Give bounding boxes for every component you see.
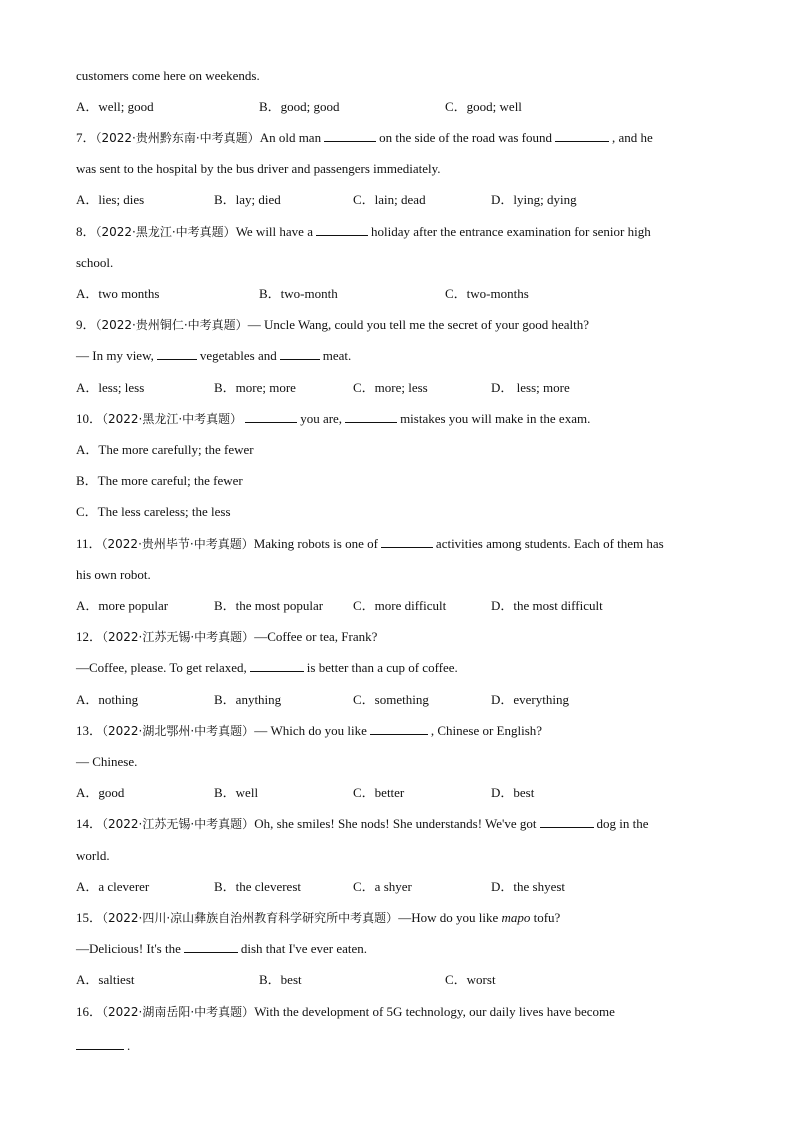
q15-blank[interactable]	[184, 941, 238, 953]
q12-option-d[interactable]: D．everything	[491, 692, 569, 707]
q14-option-a[interactable]: A．a cleverer	[76, 879, 150, 894]
q7-options	[76, 192, 734, 208]
q11-options	[76, 598, 734, 614]
q7-stem-line2: was sent to the hospital by the bus driver and passengers immediately.	[76, 161, 441, 176]
q16-stem: 16．（2022·湖南岳阳·中考真题）With the development of 5G technology, our daily lives have become	[76, 1004, 615, 1019]
q10-option-a[interactable]: A．The more carefully; the fewer	[76, 442, 254, 457]
q14-option-b[interactable]: B．the cleverest	[214, 879, 301, 894]
q8-number: 8．	[76, 224, 96, 239]
q9-blank-2[interactable]	[280, 348, 320, 360]
q8-option-b[interactable]: B．two-month	[259, 286, 338, 301]
q16-stem-line2: .	[76, 1038, 734, 1054]
q11-option-d[interactable]: D．the most difficult	[491, 598, 603, 613]
q8-option-c[interactable]: C．two-months	[445, 286, 529, 301]
q13-source: （2022·湖北鄂州·中考真题）	[102, 724, 255, 738]
q15-option-b[interactable]: B．best	[259, 972, 302, 987]
q15-source: （2022·四川·凉山彝族自治州教育科学研究所中考真题）	[102, 911, 399, 925]
q7-option-c[interactable]: C．lain; dead	[353, 192, 426, 207]
q14-source: （2022·江苏无锡·中考真题）	[102, 817, 255, 831]
q12-options	[76, 692, 734, 708]
q12-number: 12．	[76, 629, 103, 644]
q9-option-b[interactable]: B．more; more	[214, 380, 296, 395]
q8-options	[76, 286, 734, 302]
q11-source: （2022·贵州毕节·中考真题）	[101, 537, 254, 551]
q13-option-c[interactable]: C．better	[353, 785, 405, 800]
q7-option-a[interactable]: A．lies; dies	[76, 192, 145, 207]
q8-source: （2022·黑龙江·中考真题）	[95, 225, 236, 239]
q16-source: （2022·湖南岳阳·中考真题）	[102, 1005, 255, 1019]
q13-stem-line2: — Chinese.	[76, 754, 138, 769]
q7-option-d[interactable]: D．lying; dying	[491, 192, 577, 207]
q7-stem: 7．（2022·贵州黔东南·中考真题）An old man on the side of the road was found , and he	[76, 130, 653, 145]
q12-source: （2022·江苏无锡·中考真题）	[102, 630, 255, 644]
q10-blank-2[interactable]	[345, 411, 397, 423]
q9-source: （2022·贵州铜仁·中考真题）	[95, 318, 248, 332]
q11-stem-line2: his own robot.	[76, 567, 151, 582]
q13-blank[interactable]	[370, 723, 428, 735]
q16-number: 16．	[76, 1004, 103, 1019]
q15-stem: 15．（2022·四川·凉山彝族自治州教育科学研究所中考真题）—How do you like mapo tofu?	[76, 910, 561, 925]
q11-blank[interactable]	[381, 536, 433, 548]
q9-options	[76, 380, 734, 396]
q12-blank[interactable]	[250, 660, 304, 672]
q7-option-b[interactable]: B．lay; died	[214, 192, 281, 207]
q7-number: 7．	[76, 130, 96, 145]
q6-options	[76, 99, 734, 115]
q11-option-a[interactable]: A．more popular	[76, 598, 169, 613]
q12-option-c[interactable]: C．something	[353, 692, 429, 707]
q15-option-c[interactable]: C．worst	[445, 972, 496, 987]
q7-blank-1[interactable]	[324, 130, 376, 142]
q11-stem: 11．（2022·贵州毕节·中考真题）Making robots is one of activities among students. Each of them has	[76, 536, 664, 551]
q15-italic-term: mapo	[501, 910, 531, 925]
q10-option-c[interactable]: C．The less careless; the less	[76, 504, 231, 519]
q15-number: 15．	[76, 910, 103, 925]
q9-option-d[interactable]: D． less; more	[491, 380, 570, 395]
q9-option-c[interactable]: C．more; less	[353, 380, 428, 395]
q13-option-d[interactable]: D．best	[491, 785, 535, 800]
q6-continuation: customers come here on weekends.	[76, 68, 260, 83]
q13-number: 13．	[76, 723, 103, 738]
q9-option-a[interactable]: A．less; less	[76, 380, 145, 395]
q6-option-b[interactable]: B．good; good	[259, 99, 340, 114]
q12-stem-line2: —Coffee, please. To get relaxed, is better than a cup of coffee.	[76, 660, 458, 675]
q9-stem: 9．（2022·贵州铜仁·中考真题）— Uncle Wang, could you tell me the secret of your good health?	[76, 317, 589, 332]
q12-option-b[interactable]: B．anything	[214, 692, 282, 707]
q8-stem-line2: school.	[76, 255, 114, 270]
q8-stem: 8．（2022·黑龙江·中考真题）We will have a holiday after the entrance examination for senior high	[76, 224, 651, 239]
q9-number: 9．	[76, 317, 96, 332]
q10-blank-1[interactable]	[245, 411, 297, 423]
q9-blank-1[interactable]	[157, 348, 197, 360]
q10-stem: 10．（2022·黑龙江·中考真题） you are, mistakes you will make in the exam.	[76, 411, 591, 426]
q6-option-c[interactable]: C．good; well	[445, 99, 522, 114]
q12-option-a[interactable]: A．nothing	[76, 692, 139, 707]
q16-blank[interactable]	[76, 1038, 124, 1050]
q15-stem-line2: —Delicious! It's the dish that I've ever eaten.	[76, 941, 368, 956]
q14-option-d[interactable]: D．the shyest	[491, 879, 566, 894]
q14-number: 14．	[76, 816, 103, 831]
q7-source: （2022·贵州黔东南·中考真题）	[95, 131, 260, 145]
q13-options	[76, 785, 734, 801]
q9-stem-line2: — In my view, vegetables and meat.	[76, 348, 352, 363]
q10-option-b[interactable]: B．The more careful; the fewer	[76, 473, 243, 488]
q13-option-b[interactable]: B．well	[214, 785, 259, 800]
q14-stem-line2: world.	[76, 848, 110, 863]
q10-number: 10．	[76, 411, 103, 426]
q6-option-a[interactable]: A．well; good	[76, 99, 154, 114]
q12-stem: 12．（2022·江苏无锡·中考真题）—Coffee or tea, Frank?	[76, 629, 378, 644]
q14-stem: 14．（2022·江苏无锡·中考真题）Oh, she smiles! She nods! She understands! We've got dog in the	[76, 816, 649, 831]
q13-stem: 13．（2022·湖北鄂州·中考真题）— Which do you like , Chinese or English?	[76, 723, 543, 738]
q8-blank[interactable]	[316, 224, 368, 236]
q15-options	[76, 972, 734, 988]
q7-blank-2[interactable]	[555, 130, 609, 142]
q13-option-a[interactable]: A．good	[76, 785, 125, 800]
q8-option-a[interactable]: A．two months	[76, 286, 160, 301]
q14-blank[interactable]	[540, 816, 594, 828]
q11-option-c[interactable]: C．more difficult	[353, 598, 447, 613]
q14-options	[76, 879, 734, 895]
q15-option-a[interactable]: A．saltiest	[76, 972, 135, 987]
q11-option-b[interactable]: B．the most popular	[214, 598, 324, 613]
q14-option-c[interactable]: C．a shyer	[353, 879, 412, 894]
q10-source: （2022·黑龙江·中考真题）	[102, 412, 243, 426]
q11-number: 11．	[76, 536, 102, 551]
